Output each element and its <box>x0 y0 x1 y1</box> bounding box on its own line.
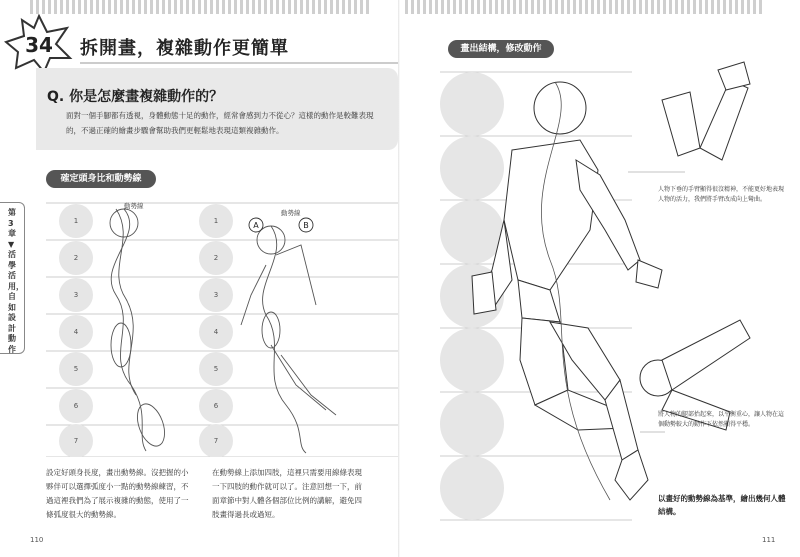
row-label-2b: 2 <box>213 254 219 262</box>
figure-structure <box>400 60 800 530</box>
gesture-line-label-1: 動勢線 <box>124 202 144 210</box>
note-bottom: 以畫好的動勢線為基準，繪出幾何人體結構。 <box>658 494 786 516</box>
marker-a <box>249 218 263 232</box>
chapter-title: 拆開畫，複雜動作更簡單 <box>80 38 289 59</box>
page-number-right: 111 <box>762 536 776 544</box>
side-tab-text: 第3章 ▼ 活學活用，自如設計動作 <box>8 208 24 354</box>
chapter-star-icon <box>4 14 74 74</box>
right-page <box>400 0 800 557</box>
marker-b-label: B <box>303 221 309 230</box>
question-body: 面對一個手腳都有透視，身體動態十足的動作，經常會感到力不從心？這樣的動作是較難表現的，不過正確的繪畫步驟會幫助我們更輕鬆地表現這類複雜動作。 <box>66 111 374 135</box>
caption-right: 在動勢線上添加四肢，這裡只需要用線條表現一下四肢的動作就可以了。注意回想一下，前面章節中對人體各個部位比例的講解，避免四肢畫得過長或過短。 <box>212 468 362 519</box>
caption-left: 設定好頭身長度，畫出動勢線。沒把握的小夥伴可以選擇弧度小一點的動勢線練習，不過這裡我們為了展示複雜的動態，使用了一條弧度很大的動勢線。 <box>46 468 189 519</box>
row-label-7: 7 <box>73 437 79 445</box>
chapter-number: 34 <box>25 33 53 57</box>
row-label-5: 5 <box>73 365 79 373</box>
marker-a-label: A <box>253 221 259 230</box>
gesture-figure-2 <box>241 226 336 453</box>
row-label-2: 2 <box>73 254 79 262</box>
row-label-4: 4 <box>73 328 79 336</box>
marker-b <box>299 218 313 232</box>
row-label-5b: 5 <box>213 365 219 373</box>
question-label: Q. 你是怎麼畫複雜動作的？ <box>47 89 224 105</box>
note-arm: 人物下垂的手臂顯得很沒精神，不能更好地表現人物的活力，我們將手臂改成向上彎曲。 <box>658 186 785 203</box>
row-label-6b: 6 <box>213 402 219 410</box>
revised-arm <box>662 62 750 160</box>
row-label-3: 3 <box>73 291 79 299</box>
top-decoration-right <box>405 0 765 14</box>
gesture-figure-1 <box>110 209 170 451</box>
row-label-3b: 3 <box>213 291 219 299</box>
row-label-1b: 1 <box>213 217 219 225</box>
page-number-left: 110 <box>30 536 44 544</box>
row-label-7b: 7 <box>213 437 219 445</box>
gesture-line-label-2: 動勢線 <box>281 209 301 217</box>
row-label-1: 1 <box>73 217 79 225</box>
row-label-6: 6 <box>73 402 79 410</box>
row-label-4b: 4 <box>213 328 219 336</box>
title-underline <box>80 60 400 66</box>
section-heading-right: 畫出結構，修改動作 <box>448 40 554 58</box>
top-decoration <box>30 0 370 14</box>
note-leg: 將人物的腿部抬起來，以平衡重心，讓人物在這個動勢較大的動作下依然顯得平穩。 <box>658 411 785 428</box>
section-heading-left: 確定頭身比和動勢線 <box>46 170 156 188</box>
figure-proportion <box>36 195 398 457</box>
